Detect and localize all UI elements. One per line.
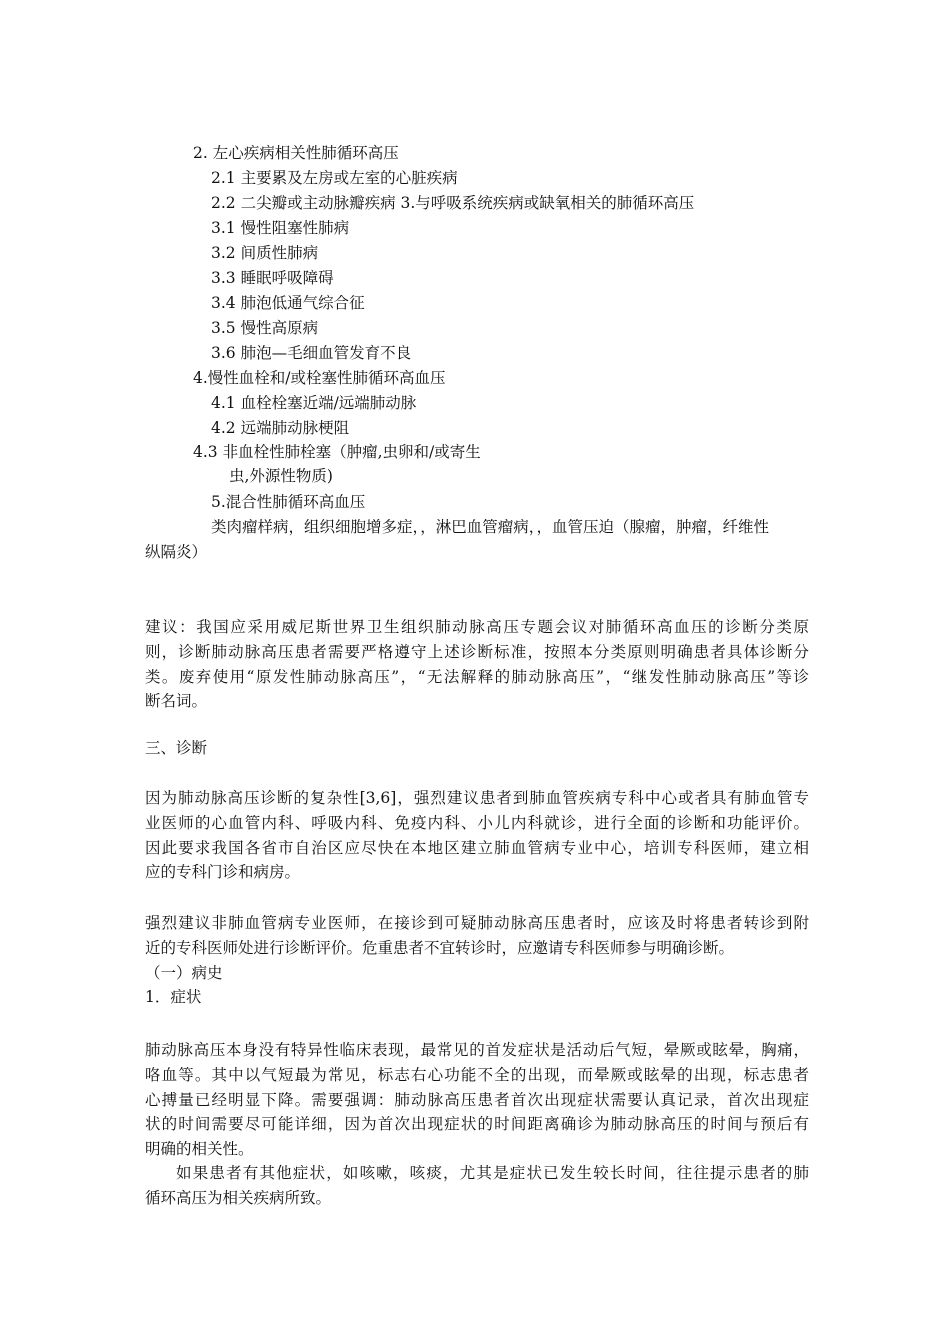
classification-item-3-2: 3.2 间质性肺病 (211, 244, 319, 262)
text-line: 状的时间需要尽可能详细，因为首次出现症状的时间距离确诊为肺动脉高压的时间与预后有 (145, 1115, 809, 1134)
classification-item-4-2: 4.2 远端肺动脉梗阻 (211, 419, 350, 437)
classification-item-3-6: 3.6 肺泡—毛细血管发育不良 (211, 344, 412, 362)
text-line: 肺动脉高压本身没有特异性临床表现，最常见的首发症状是活动后气短，晕厥或眩晕，胸痛， (145, 1041, 809, 1059)
text-line: 因为肺动脉高压诊断的复杂性[3,6]，强烈建议患者到肺血管疾病专科中心或者具有肺血管专 (145, 789, 809, 807)
text-line: 因此要求我国各省市自治区应尽快在本地区建立肺血管病专业中心，培训专科医师，建立相 (145, 838, 809, 857)
classification-item-4-3-cont: 虫,外源性物质) (229, 467, 333, 485)
classification-item-5-detail-cont: 纵隔炎） (145, 543, 208, 561)
text-line: 明确的相关性。 (145, 1140, 254, 1159)
section-heading: 三、诊断 (145, 739, 208, 757)
text-line: 循环高压为相关疾病所致。 (145, 1188, 332, 1207)
text-line: 近的专科医师处进行诊断评价。危重患者不宜转诊时，应邀请专科医师参与明确诊断。 (145, 938, 735, 957)
diagnosis-paragraph-2 (145, 911, 809, 961)
text-line: 断名词。 (145, 692, 208, 711)
recommendation-paragraph (145, 615, 809, 714)
classification-item-3-3: 3.3 睡眠呼吸障碍 (211, 269, 334, 287)
symptoms-paragraph-2 (145, 1161, 809, 1211)
text-line: 咯血等。其中以气短最为常见，标志右心功能不全的出现，而晕厥或眩晕的出现，标志患者 (145, 1065, 809, 1084)
text-line: 业医师的心血管内科、呼吸内科、免疫内科、小儿内科就诊，进行全面的诊断和功能评价。 (145, 813, 809, 832)
subheading-history: （一）病史 (145, 964, 223, 982)
classification-item-5-detail: 类肉瘤样病，组织细胞增多症，，淋巴血管瘤病，，血管压迫（腺瘤，肿瘤，纤维性 (211, 518, 770, 536)
text-line: 则，诊断肺动脉高压患者需要严格遵守上述诊断标准，按照本分类原则明确患者具体诊断分 (145, 642, 809, 661)
classification-item-4-1: 4.1 血栓栓塞近端/远端肺动脉 (211, 394, 417, 412)
subheading-symptoms: 1．症状 (145, 988, 202, 1006)
classification-item-4: 4.慢性血栓和/或栓塞性肺循环高血压 (193, 369, 446, 387)
symptoms-paragraph-1 (145, 1038, 809, 1162)
classification-item-5: 5.混合性肺循环高血压 (211, 493, 366, 511)
diagnosis-paragraph-1 (145, 786, 809, 885)
classification-item-3-5: 3.5 慢性高原病 (211, 319, 319, 337)
text-line: 类。废弃使用“原发性肺动脉高压”，“无法解释的肺动脉高压”，“继发性肺动脉高压”等诊 (145, 667, 809, 686)
text-line: 心搏量已经明显下降。需要强调：肺动脉高压患者首次出现症状需要认真记录，首次出现症 (145, 1090, 809, 1109)
text-line: 应的专科门诊和病房。 (145, 863, 301, 882)
classification-item-2-1: 2.1 主要累及左房或左室的心脏疾病 (211, 169, 458, 187)
classification-item-2: 2. 左心疾病相关性肺循环高压 (193, 144, 399, 162)
classification-item-2-2: 2.2 二尖瓣或主动脉瓣疾病 3.与呼吸系统疾病或缺氧相关的肺循环高压 (211, 194, 695, 212)
text-line: 强烈建议非肺血管病专业医师，在接诊到可疑肺动脉高压患者时，应该及时将患者转诊到附 (145, 914, 809, 932)
classification-item-3-1: 3.1 慢性阻塞性肺病 (211, 219, 350, 237)
text-line: 如果患者有其他症状，如咳嗽，咳痰，尤其是症状已发生较长时间，往往提示患者的肺 (176, 1164, 809, 1182)
classification-item-4-3: 4.3 非血栓性肺栓塞（肿瘤,虫卵和/或寄生 (193, 443, 481, 461)
text-line: 建议：我国应采用威尼斯世界卫生组织肺动脉高压专题会议对肺循环高血压的诊断分类原 (145, 618, 809, 636)
classification-item-3-4: 3.4 肺泡低通气综合征 (211, 294, 365, 312)
